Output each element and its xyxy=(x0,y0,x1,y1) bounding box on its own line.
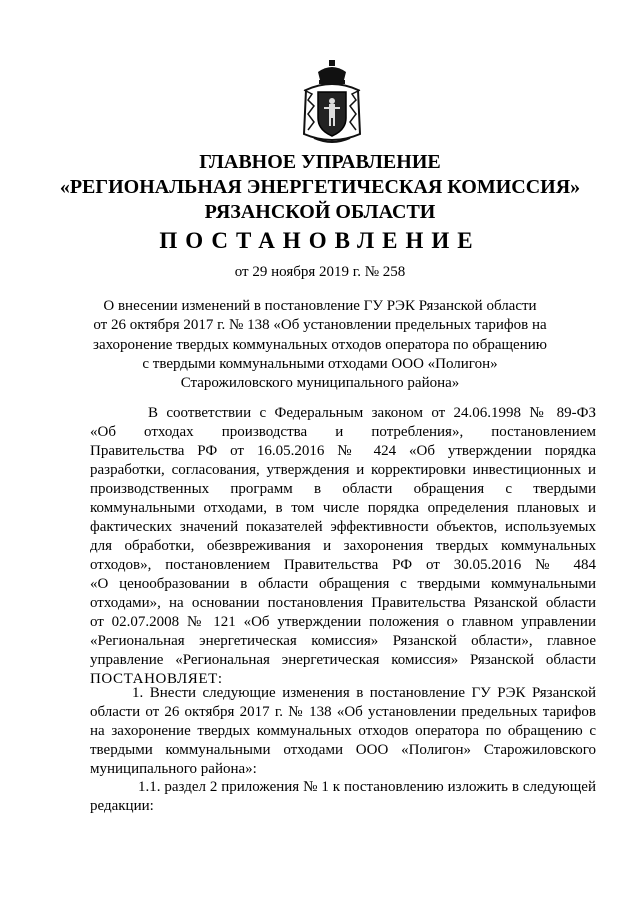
subject-line: О внесении изменений в постановление ГУ РЭК Рязанской области xyxy=(103,298,537,314)
resolves-word: ПОСТАНОВЛЯЕТ: xyxy=(90,671,223,687)
text-line: коммунальными отходами, в том числе порядка определения плановых и xyxy=(90,500,596,516)
text-line: Правительства РФ от 16.05.2016 № 424 «Об утверждении порядка xyxy=(90,443,596,459)
item-1-1-paragraph xyxy=(90,778,596,816)
text-line: «Об отходах производства и потребления», постановлением xyxy=(90,424,596,440)
text-line: «Региональная энергетическая комиссия» Рязанской области», главное xyxy=(90,633,596,649)
document-date-number: от 29 ноября 2019 г. № 258 xyxy=(234,264,406,280)
text-line: отходами», на основании постановления Правительства Рязанской области xyxy=(90,595,596,611)
text-line: В соответствии с Федеральным законом от 24.06.1998 № 89-ФЗ xyxy=(148,405,596,421)
text-line: твердыми коммунальными отходами ООО «Полигон» Старожиловского xyxy=(90,742,596,758)
text-line: управление «Региональная энергетическая комиссия» Рязанской области xyxy=(90,652,596,668)
text-line: производственных программ в области обращения с твердыми xyxy=(90,481,596,497)
subject-line: с твердыми коммунальными отходами ООО «Полигон» xyxy=(142,355,498,372)
text-line: разработки, согласования, утверждения и корректировки инвестиционных и xyxy=(90,462,596,478)
header-line: ГЛАВНОЕ УПРАВЛЕНИЕ xyxy=(199,151,441,173)
subject-line: от 26 октября 2017 г. № 138 «Об установлении предельных тарифов на xyxy=(93,317,547,334)
text-line: редакции: xyxy=(90,798,154,814)
header-line: РЯЗАНСКОЙ ОБЛАСТИ xyxy=(204,201,436,223)
text-line: для обработки, обезвреживания и захоронения твердых коммунальных xyxy=(90,538,596,554)
text-line: от 02.07.2008 № 121 «Об утверждении положения о главном управлении xyxy=(90,614,596,630)
coat-of-arms-emblem xyxy=(300,60,364,146)
issuer-header xyxy=(0,150,640,225)
text-line: 1.1. раздел 2 приложения № 1 к постановлению изложить в следующей xyxy=(138,779,596,795)
document-subject xyxy=(0,297,640,393)
text-line: муниципального района»: xyxy=(90,761,257,777)
text-line: фактических значений показателей эффективности объектов, используемых xyxy=(90,519,596,535)
preamble-paragraph xyxy=(90,404,596,689)
text-line: «О ценообразовании в области обращения с твердыми коммунальными xyxy=(90,576,596,592)
subject-line: захоронение твердых коммунальных отходов оператора по обращению xyxy=(93,336,547,353)
text-line: области от 26 октября 2017 г. № 138 «Об установлении предельных тарифов xyxy=(90,704,596,720)
text-line: 1. Внести следующие изменения в постановление ГУ РЭК Рязанской xyxy=(132,685,596,701)
subject-line: Старожиловского муниципального района» xyxy=(180,375,460,392)
text-line: отходов», постановлением Правительства РФ от 30.05.2016 № 484 xyxy=(90,557,596,573)
item-1-paragraph xyxy=(90,684,596,779)
header-line: «РЕГИОНАЛЬНАЯ ЭНЕРГЕТИЧЕСКАЯ КОМИССИЯ» xyxy=(59,176,581,198)
text-line: на захоронение твердых коммунальных отходов оператора по обращению с xyxy=(90,723,596,739)
document-type-title: ПОСТАНОВЛЕНИЕ xyxy=(159,228,481,253)
